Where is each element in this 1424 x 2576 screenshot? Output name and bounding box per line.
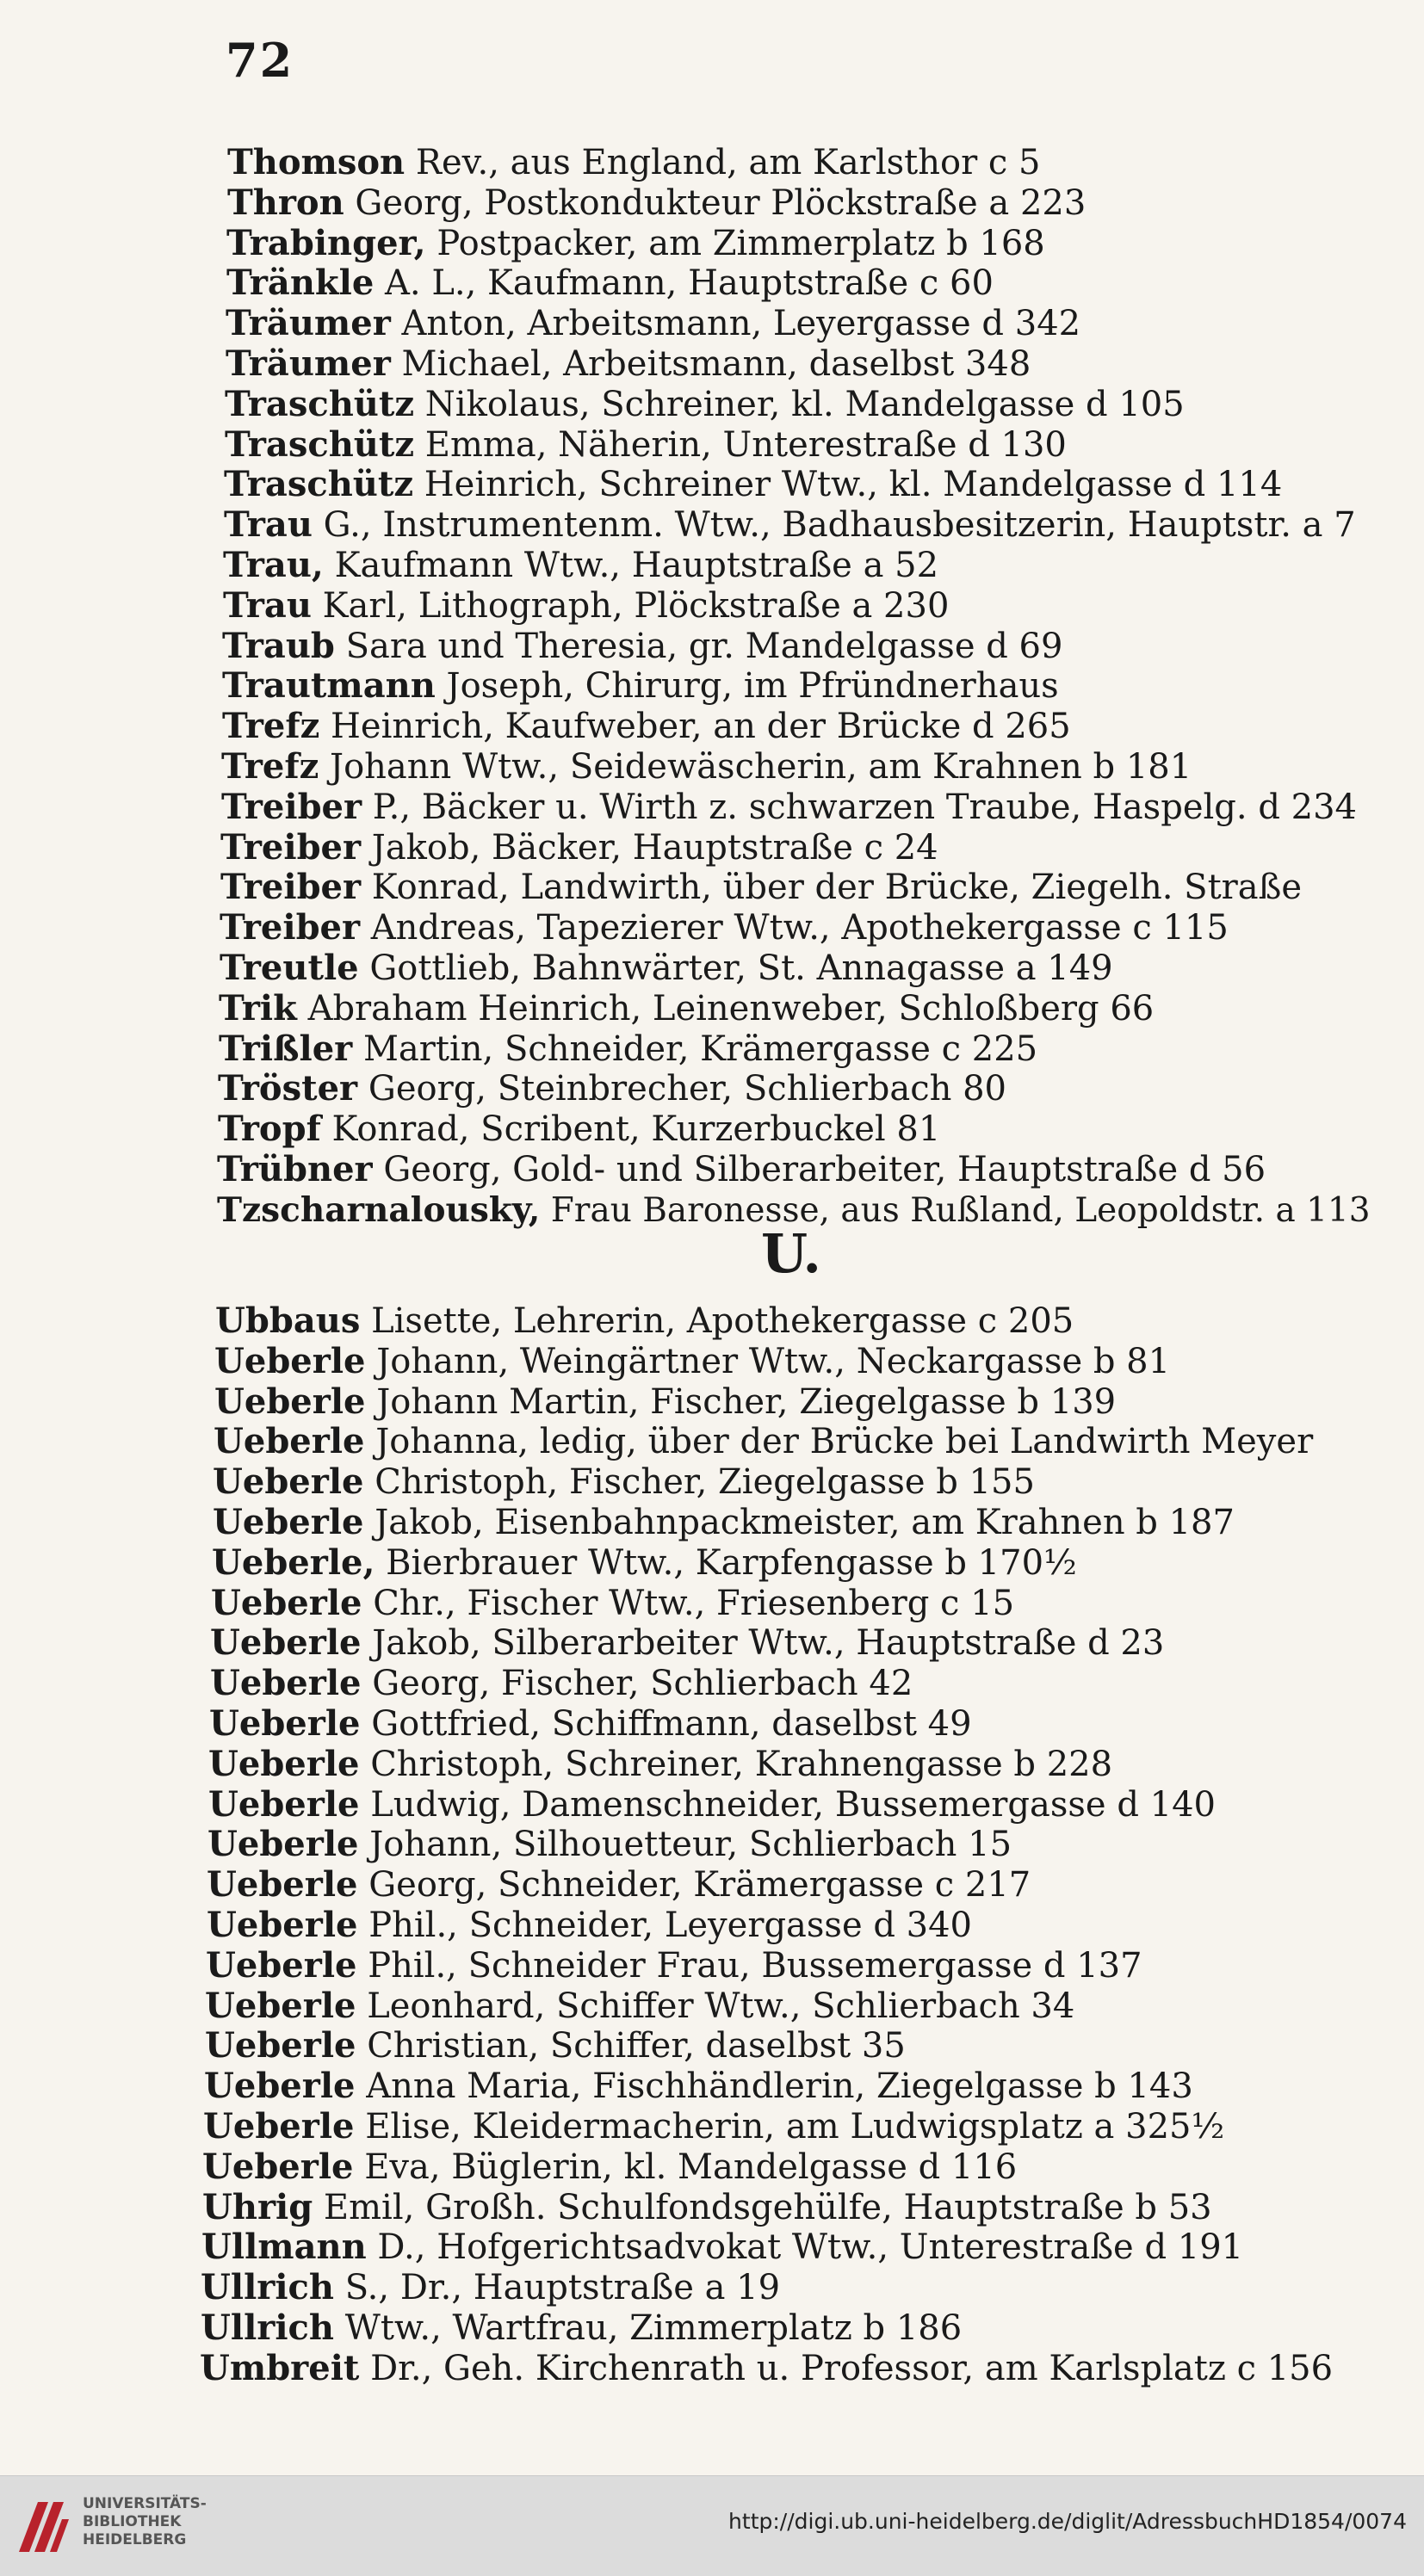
entry-details: G., Instrumentenm. Wtw., Badhausbesitzerin, Hauptstr. a 7: [323, 505, 1356, 545]
directory-entry: [224, 465, 1282, 504]
entry-surname: Treiber: [220, 867, 362, 907]
directory-entry: [227, 143, 1040, 182]
directory-entry: [220, 868, 1302, 907]
entry-surname: Tränkle: [226, 263, 375, 303]
entry-surname: Traub: [222, 626, 335, 666]
entry-details: Karl, Lithograph, Plöckstraße a 230: [322, 586, 950, 626]
entry-surname: Ueberle: [213, 1502, 364, 1542]
entry-surname: Trißler: [219, 1029, 353, 1069]
directory-entry: [206, 1946, 1142, 1986]
entry-surname: Ueberle: [210, 1622, 362, 1663]
entry-surname: Ueberle: [211, 1583, 362, 1623]
footer-bar: [0, 2475, 1424, 2576]
directory-entry: [221, 747, 1192, 787]
directory-entry: [207, 1906, 972, 1945]
entry-surname: Treiber: [220, 907, 361, 948]
entry-surname: Ullrich: [201, 2267, 334, 2307]
entry-surname: Traschütz: [224, 464, 414, 504]
directory-entry: [202, 2188, 1212, 2227]
directory-entry: [220, 828, 938, 868]
entry-details: Anna Maria, Fischhändlerin, Ziegelgasse b 143: [366, 2066, 1193, 2106]
entry-details: Rev., aus England, am Karlsthor c 5: [415, 143, 1041, 182]
source-url-link[interactable]: http://digi.ub.uni-heidelberg.de/diglit/AdressbuchHD1854/0074: [728, 2509, 1407, 2534]
entry-details: S., Dr., Hauptstraße a 19: [344, 2268, 781, 2307]
entry-surname: Thron: [227, 182, 344, 223]
entry-details: Frau Baronesse, aus Rußland, Leopoldstr. a 113: [550, 1191, 1371, 1230]
entry-surname: Tropf: [218, 1109, 321, 1149]
entry-details: Georg, Fischer, Schlierbach 42: [372, 1664, 913, 1703]
entry-details: Phil., Schneider Frau, Bussemergasse d 137: [368, 1946, 1142, 1986]
entry-details: Jakob, Bäcker, Hauptstraße c 24: [371, 828, 938, 868]
entry-details: Emma, Näherin, Unterestraße d 130: [424, 425, 1067, 465]
entry-surname: Ueberle: [203, 2106, 355, 2147]
entry-details: Gottlieb, Bahnwärter, St. Annagasse a 149: [369, 948, 1113, 988]
entry-surname: Trübner: [217, 1149, 373, 1189]
entry-details: Phil., Schneider, Leyergasse d 340: [368, 1906, 973, 1945]
entry-details: Anton, Arbeitsmann, Leyergasse d 342: [401, 304, 1081, 343]
directory-entry: [227, 183, 1086, 223]
entry-surname: Trefz: [222, 706, 320, 746]
entry-surname: Uhrig: [202, 2187, 313, 2227]
directory-entry: [226, 263, 994, 303]
directory-entry: [213, 1462, 1035, 1502]
directory-entry: [218, 1109, 940, 1149]
entry-details: Andreas, Tapezierer Wtw., Apothekergasse c 115: [370, 908, 1229, 948]
entry-details: Christoph, Fischer, Ziegelgasse b 155: [375, 1462, 1035, 1502]
directory-entry: [214, 1342, 1170, 1381]
entry-details: Abraham Heinrich, Leinenweber, Schloßberg 66: [307, 989, 1155, 1029]
directory-entry: [200, 2349, 1333, 2388]
directory-entry: [223, 586, 949, 626]
entry-details: Martin, Schneider, Krämergasse c 225: [362, 1029, 1038, 1069]
entry-surname: Trau: [223, 585, 312, 626]
directory-entry: [224, 505, 1356, 545]
entry-surname: Ueberle: [206, 1945, 357, 1986]
entry-surname: Ueberle: [202, 2147, 354, 2187]
entry-details: Heinrich, Schreiner Wtw., kl. Mandelgasse d 114: [424, 465, 1283, 504]
entry-details: Konrad, Scribent, Kurzerbuckel 81: [331, 1109, 941, 1149]
directory-entry: [219, 989, 1154, 1029]
directory-entry: [202, 2147, 1017, 2187]
directory-entry: [207, 1825, 1012, 1864]
directory-entry: [207, 1865, 1031, 1905]
entry-details: Sara und Theresia, gr. Mandelgasse d 69: [345, 627, 1063, 666]
entry-surname: Treiber: [220, 827, 362, 868]
directory-entry: [222, 627, 1062, 666]
entry-surname: Ullrich: [201, 2307, 334, 2348]
directory-entry: [222, 666, 1059, 706]
entry-surname: Trau: [224, 504, 313, 545]
entry-details: Johanna, ledig, über der Brücke bei Landwirth Meyer: [375, 1422, 1314, 1461]
directory-entry: [210, 1623, 1164, 1663]
entry-details: Johann Martin, Fischer, Ziegelgasse b 139: [376, 1382, 1117, 1422]
directory-entry: [220, 948, 1113, 988]
entry-surname: Ueberle: [207, 1864, 358, 1905]
entry-details: Elise, Kleidermacherin, am Ludwigsplatz a 325½: [365, 2107, 1225, 2147]
entry-details: Chr., Fischer Wtw., Friesenberg c 15: [373, 1584, 1015, 1623]
entry-surname: Trautmann: [222, 665, 436, 706]
entry-details: Leonhard, Schiffer Wtw., Schlierbach 34: [367, 1986, 1075, 2026]
entry-surname: Ullmann: [201, 2227, 367, 2267]
entry-details: Postpacker, am Zimmerplatz b 168: [436, 224, 1045, 263]
directory-entry: [223, 546, 938, 585]
entry-surname: Ueberle,: [212, 1542, 375, 1583]
entry-surname: Tröster: [218, 1068, 358, 1109]
directory-entry: [201, 2308, 962, 2348]
entry-surname: Träumer: [226, 303, 391, 343]
entry-surname: Ueberle: [209, 1703, 361, 1744]
entry-details: Wtw., Wartfrau, Zimmerplatz b 186: [344, 2308, 963, 2348]
entry-surname: Ueberle: [214, 1421, 365, 1461]
directory-entry: [225, 425, 1067, 465]
directory-entry: [205, 2026, 906, 2066]
directory-entry: [226, 304, 1080, 343]
entry-surname: Ueberle: [205, 2025, 356, 2066]
entry-details: Gottfried, Schiffmann, daselbst 49: [371, 1704, 972, 1744]
directory-entry: [201, 2227, 1243, 2267]
entry-surname: Ueberle: [204, 2066, 356, 2106]
ub-heidelberg-logo-icon: [12, 2493, 76, 2559]
entry-surname: Traschütz: [225, 424, 415, 465]
directory-entry: [203, 2107, 1224, 2147]
entry-details: Christoph, Schreiner, Krahnengasse b 228: [370, 1745, 1113, 1784]
directory-entry: [211, 1584, 1014, 1623]
directory-entry: [213, 1503, 1235, 1542]
directory-entry: [214, 1382, 1116, 1422]
directory-entry: [209, 1704, 972, 1744]
entry-surname: Ueberle: [214, 1381, 366, 1422]
entry-surname: Ueberle: [214, 1341, 366, 1381]
directory-entry: [219, 1029, 1037, 1069]
entry-surname: Ueberle: [207, 1905, 358, 1945]
directory-entry: [214, 1422, 1313, 1461]
directory-entry: [201, 2268, 780, 2307]
entry-surname: Ueberle: [210, 1663, 362, 1703]
directory-entry: [226, 344, 1031, 384]
directory-entry: [220, 908, 1229, 948]
directory-entry: [222, 707, 1071, 746]
entry-surname: Tzscharnalousky,: [217, 1190, 541, 1230]
directory-entry: [215, 1301, 1074, 1341]
entry-details: Georg, Postkondukteur Plöckstraße a 223: [355, 183, 1087, 223]
entry-details: Bierbrauer Wtw., Karpfengasse b 170½: [386, 1543, 1077, 1583]
entry-details: Lisette, Lehrerin, Apothekergasse c 205: [371, 1301, 1074, 1341]
directory-entry: [208, 1785, 1216, 1825]
entry-details: Georg, Schneider, Krämergasse c 217: [368, 1865, 1031, 1905]
section-heading: U.: [761, 1222, 821, 1285]
directory-entry: [221, 788, 1357, 827]
entry-surname: Trik: [219, 988, 297, 1029]
page-number: 72: [226, 33, 294, 88]
entry-surname: Traschütz: [225, 384, 415, 424]
entry-details: Christian, Schiffer, daselbst 35: [367, 2026, 906, 2066]
entry-details: Dr., Geh. Kirchenrath u. Professor, am Karlsplatz c 156: [370, 2349, 1334, 2388]
entry-details: Georg, Steinbrecher, Schlierbach 80: [368, 1069, 1006, 1109]
entry-details: Johann Wtw., Seidewäscherin, am Krahnen b 181: [330, 747, 1192, 787]
entry-surname: Ubbaus: [215, 1300, 361, 1341]
directory-entry: [208, 1745, 1112, 1784]
entry-details: Georg, Gold- und Silberarbeiter, Hauptstraße d 56: [383, 1150, 1266, 1189]
entry-surname: Trau,: [223, 545, 324, 585]
entry-details: A. L., Kaufmann, Hauptstraße c 60: [385, 263, 994, 303]
entry-details: Kaufmann Wtw., Hauptstraße a 52: [334, 546, 939, 585]
entry-surname: Treiber: [221, 787, 362, 827]
entry-details: Johann, Silhouetteur, Schlierbach 15: [369, 1825, 1012, 1864]
directory-entry: [212, 1543, 1077, 1583]
directory-entry: [218, 1069, 1006, 1109]
directory-entry: [217, 1150, 1266, 1189]
entry-surname: Umbreit: [200, 2348, 360, 2388]
entry-surname: Ueberle: [208, 1744, 360, 1784]
entry-surname: Trefz: [221, 746, 319, 787]
entry-details: D., Hofgerichtsadvokat Wtw., Unterestraße d 191: [377, 2227, 1244, 2267]
entry-details: Eva, Büglerin, kl. Mandelgasse d 116: [364, 2147, 1018, 2187]
entry-surname: Thomson: [227, 142, 406, 182]
entry-surname: Ueberle: [213, 1461, 364, 1502]
directory-entry: [225, 385, 1185, 424]
entry-details: Jakob, Eisenbahnpackmeister, am Krahnen b 187: [375, 1503, 1235, 1542]
entry-surname: Ueberle: [208, 1784, 360, 1825]
entry-surname: Ueberle: [205, 1986, 356, 2026]
entry-details: Michael, Arbeitsmann, daselbst 348: [401, 344, 1031, 384]
entry-surname: Ueberle: [207, 1824, 359, 1864]
entry-details: Joseph, Chirurg, im Pfründnerhaus: [446, 666, 1059, 706]
entry-details: Nikolaus, Schreiner, kl. Mandelgasse d 105: [424, 385, 1185, 424]
directory-entry: [226, 224, 1045, 263]
directory-entry: [205, 1986, 1074, 2026]
entry-details: Jakob, Silberarbeiter Wtw., Hauptstraße d 23: [372, 1623, 1165, 1663]
entry-details: P., Bäcker u. Wirth z. schwarzen Traube, Haspelg. d 234: [372, 788, 1357, 827]
entry-details: Heinrich, Kaufweber, an der Brücke d 265: [331, 707, 1071, 746]
directory-entry: [204, 2066, 1193, 2106]
entry-surname: Trabinger,: [226, 223, 426, 263]
entry-details: Konrad, Landwirth, über der Brücke, Ziegelh. Straße: [371, 868, 1303, 907]
library-name: UNIVERSITÄTS- BIBLIOTHEK HEIDELBERG: [83, 2495, 207, 2548]
entry-surname: Träumer: [226, 343, 391, 384]
entry-details: Emil, Großh. Schulfondsgehülfe, Hauptstraße b 53: [323, 2188, 1212, 2227]
entry-surname: Treutle: [220, 948, 359, 988]
entry-details: Johann, Weingärtner Wtw., Neckargasse b 81: [376, 1342, 1171, 1381]
directory-entry: [210, 1664, 913, 1703]
entry-details: Ludwig, Damenschneider, Bussemergasse d 140: [370, 1785, 1216, 1825]
